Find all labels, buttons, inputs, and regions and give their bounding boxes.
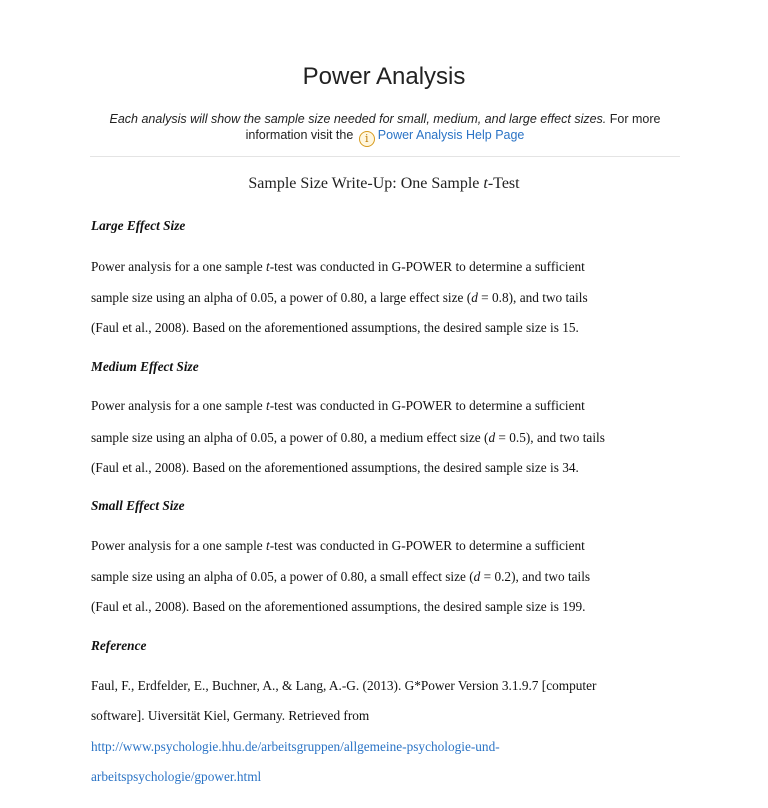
medium-effect-heading: Medium Effect Size [91, 359, 199, 374]
medium-effect-line-1: Power analysis for a one sample t-test was conducted in G-POWER to determine a sufficient [91, 398, 585, 413]
large-effect-line-3: (Faul et al., 2008). Based on the aforementioned assumptions, the desired sample size is 15. [91, 320, 579, 335]
small-effect-line-2: sample size using an alpha of 0.05, a power of 0.80, a small effect size (d = 0.2), and two tails [91, 569, 591, 584]
large-effect-line-2: sample size using an alpha of 0.05, a power of 0.80, a large effect size (d = 0.8), and two tails [91, 290, 588, 305]
medium-effect-line-2: sample size using an alpha of 0.05, a power of 0.80, a medium effect size (d = 0.5), and two tails [91, 430, 605, 445]
intro-italic: Each analysis will show the sample size needed for small, medium, and large effect sizes. [109, 112, 607, 126]
page-title: Power Analysis [302, 63, 466, 90]
section-title-italic: t [483, 175, 488, 192]
divider [90, 156, 680, 157]
small-effect-line-1: Power analysis for a one sample t-test was conducted in G-POWER to determine a sufficient [91, 538, 585, 553]
info-icon[interactable]: i [359, 131, 375, 147]
gpower-url-link-continued[interactable]: arbeitspsychologie/gpower.html [91, 769, 262, 784]
reference-line-2: software]. Uiversität Kiel, Germany. Retrieved from [91, 708, 370, 723]
intro-text [90, 111, 680, 147]
section-title-suffix: -Test [487, 175, 520, 192]
small-effect-line-3: (Faul et al., 2008). Based on the aforementioned assumptions, the desired sample size is 199. [91, 599, 586, 614]
help-page-link[interactable]: Power Analysis Help Page [377, 128, 525, 142]
gpower-url-link[interactable]: http://www.psychologie.hhu.de/arbeitsgruppen/allgemeine-psychologie-und- [91, 739, 500, 754]
large-effect-heading: Large Effect Size [91, 218, 186, 233]
medium-effect-line-3: (Faul et al., 2008). Based on the aforementioned assumptions, the desired sample size is 34. [91, 460, 579, 475]
reference-line-1: Faul, F., Erdfelder, E., Buchner, A., & Lang, A.-G. (2013). G*Power Version 3.1.9.7 [computer [91, 678, 597, 693]
intro-more: For more information visit the [245, 112, 661, 142]
small-effect-heading: Small Effect Size [91, 498, 185, 513]
section-title-prefix: Sample Size Write-Up: One Sample [248, 175, 484, 192]
reference-heading: Reference [91, 638, 147, 653]
section-title [0, 175, 768, 193]
large-effect-line-1: Power analysis for a one sample t-test was conducted in G-POWER to determine a sufficient [91, 259, 585, 274]
